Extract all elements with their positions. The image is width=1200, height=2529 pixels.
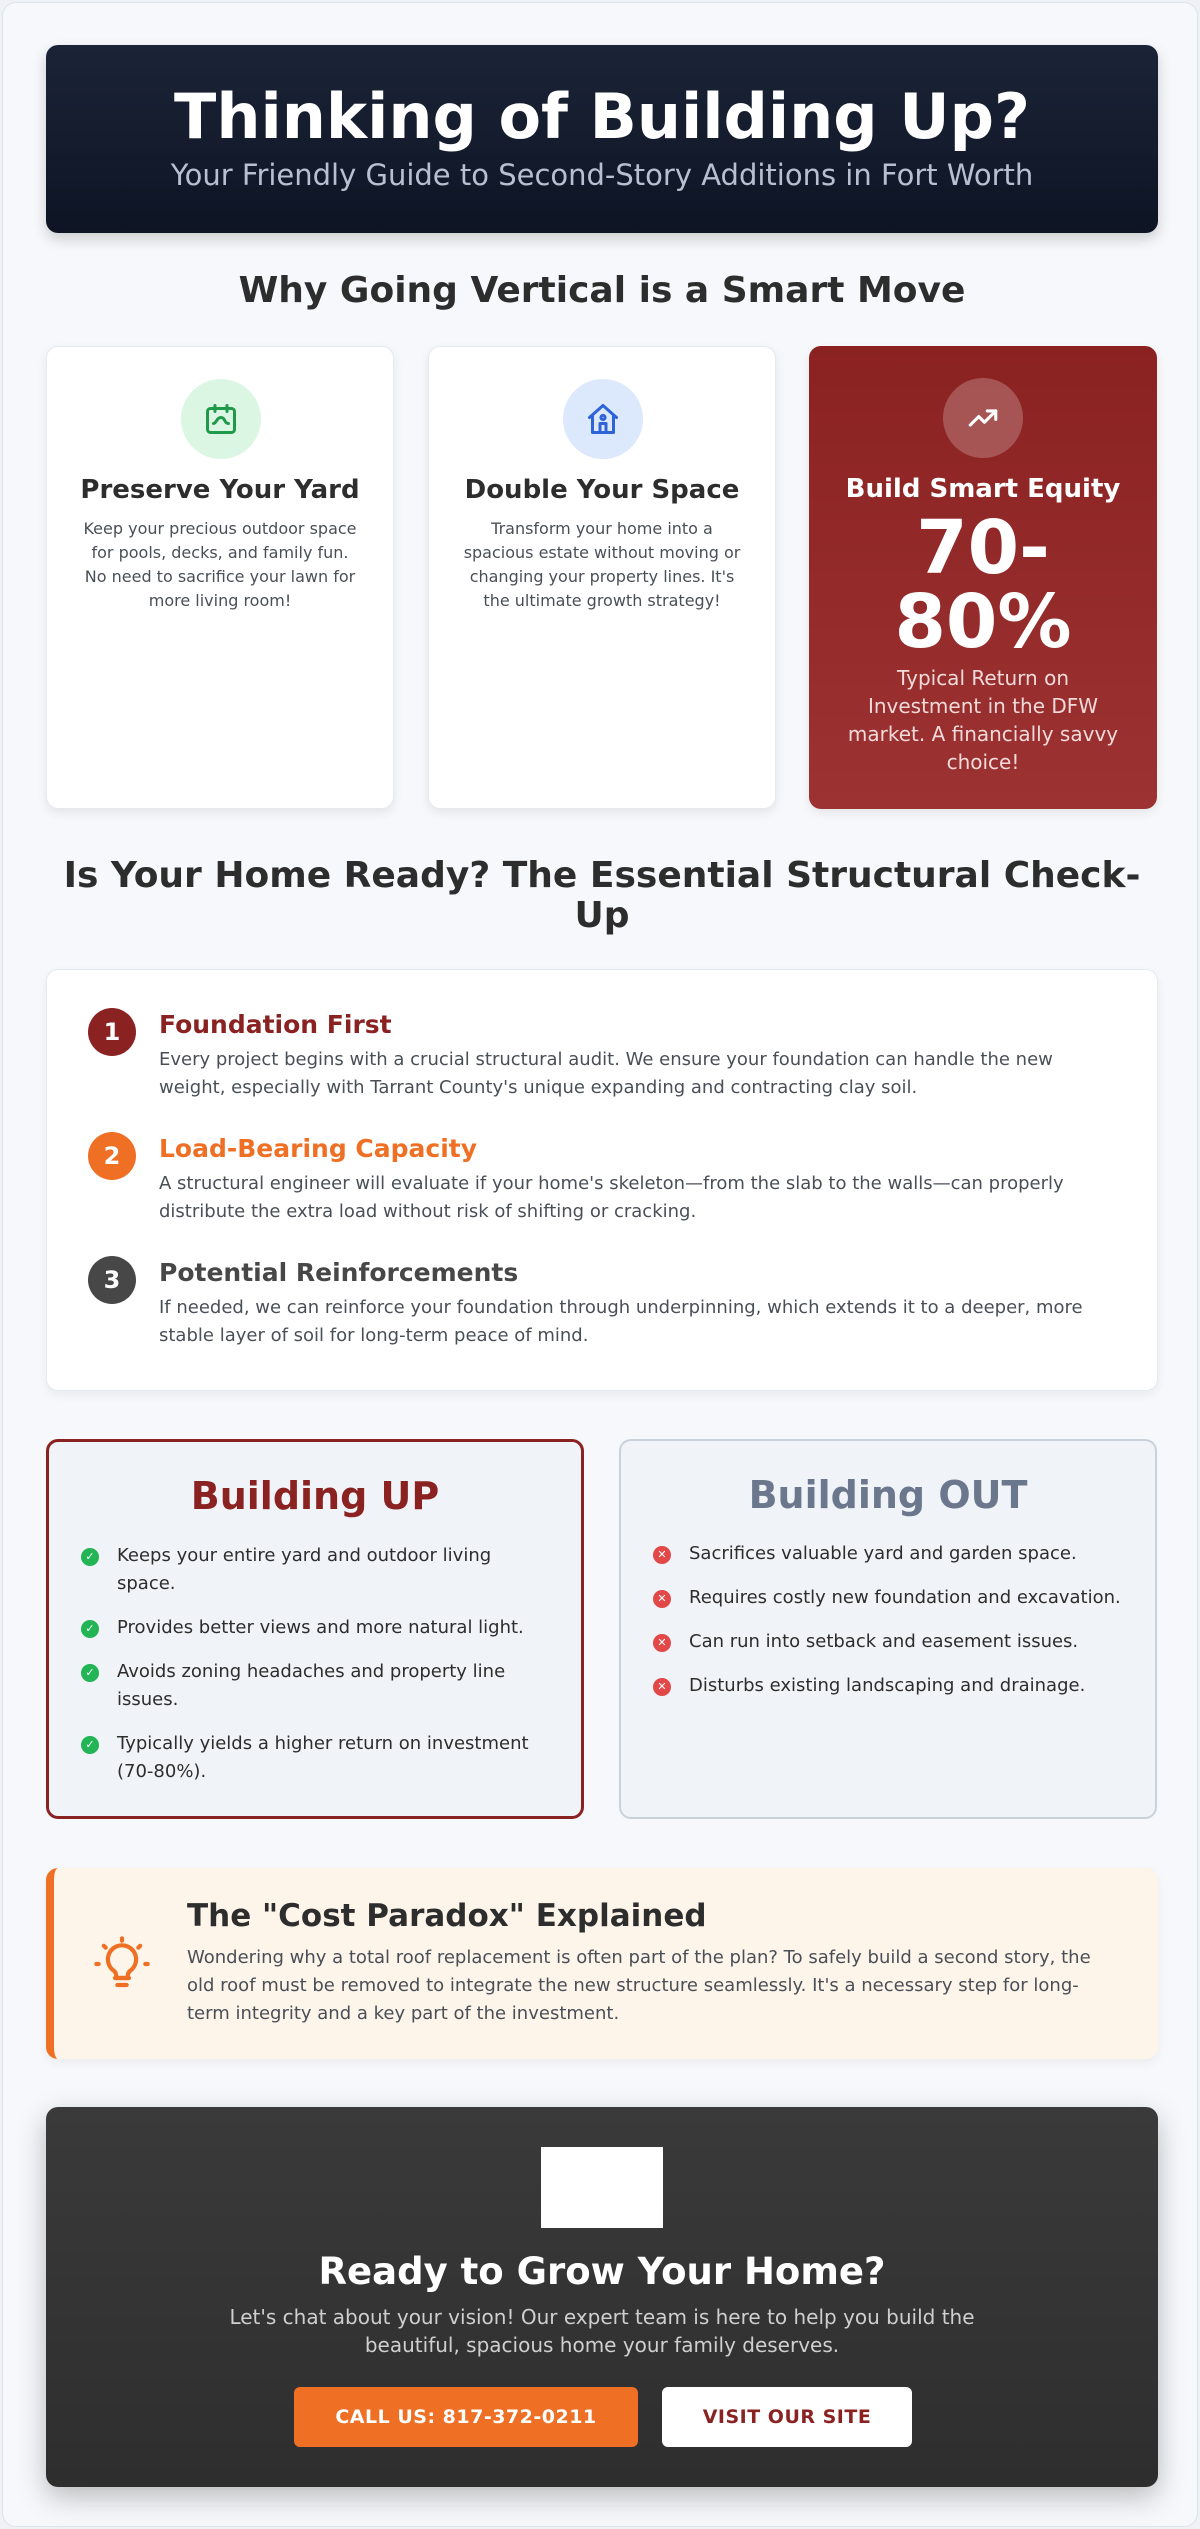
check-icon: ✓ [81, 1620, 99, 1638]
cost-paradox-callout [46, 1868, 1158, 2059]
lightbulb-icon [94, 1936, 150, 1996]
yard-icon [181, 379, 261, 459]
list-item: ✓ Keeps your entire yard and outdoor living space. [81, 1542, 551, 1598]
compare-building-out [619, 1439, 1157, 1819]
check-icon: ✓ [81, 1736, 99, 1754]
step-title: Load-Bearing Capacity [159, 1134, 478, 1163]
why-section-title: Why Going Vertical is a Smart Move [238, 270, 966, 311]
list-item: ✓ Avoids zoning headaches and property line issues. [81, 1658, 551, 1714]
checkup-step [47, 1218, 1157, 1346]
page [2, 2, 1198, 2527]
compare-building-up [46, 1439, 584, 1819]
cons-list [653, 1540, 1125, 1716]
x-icon: ✕ [653, 1590, 671, 1608]
cta-title: Ready to Grow Your Home? [318, 2250, 886, 2293]
x-icon: ✕ [653, 1678, 671, 1696]
hero-subtitle: Your Friendly Guide to Second-Story Additions in Fort Worth [170, 158, 1034, 192]
list-item: ✓ Provides better views and more natural light. [81, 1614, 551, 1642]
list-item: ✕ Requires costly new foundation and excavation. [653, 1584, 1125, 1612]
benefit-card-title: Build Smart Equity [845, 474, 1121, 504]
compare-title: Building UP [190, 1474, 440, 1518]
checkup-panel [46, 969, 1158, 1391]
x-icon: ✕ [653, 1634, 671, 1652]
house-icon [563, 379, 643, 459]
step-text: Every project begins with a crucial structural audit. We ensure your foundation can handle the new weight, especially with Tarrant County's unique expanding and contracting clay soil. [159, 1049, 1053, 1098]
callout-text: Wondering why a total roof replacement is often part of the plan? To safely build a second story, the old roof must be removed to integrate the new structure seamlessly. It's a necessary step for long-term integrity and a key part of the investment. [187, 1947, 1091, 2024]
cta-text: Let's chat about your vision! Our expert team is here to help you build the beautiful, spacious home your family deserves. [229, 2305, 975, 2357]
step-title: Potential Reinforcements [159, 1258, 519, 1287]
roi-figure: 70- 80% [894, 505, 1072, 665]
benefit-card-equity [809, 346, 1157, 809]
benefit-card-yard [46, 346, 394, 809]
compare-title: Building OUT [748, 1473, 1028, 1517]
list-item: ✕ Disturbs existing landscaping and drainage. [653, 1672, 1125, 1700]
benefit-card-title: Preserve Your Yard [80, 475, 360, 505]
step-number-badge: 1 [88, 1008, 136, 1056]
benefit-card-text: Keep your precious outdoor space for pools, decks, and family fun. No need to sacrifice your lawn for more living room! [83, 519, 357, 610]
benefit-card-text: Typical Return on Investment in the DFW market. A financially savvy choice! [847, 666, 1119, 774]
hero-banner [46, 45, 1158, 233]
list-item: ✕ Can run into setback and easement issues. [653, 1628, 1125, 1656]
list-item: ✓ Typically yields a higher return on investment (70-80%). [81, 1730, 551, 1786]
list-item: ✕ Sacrifices valuable yard and garden space. [653, 1540, 1125, 1568]
visit-site-button[interactable]: VISIT OUR SITE [662, 2387, 912, 2447]
hero-title: Thinking of Building Up? [174, 80, 1030, 153]
step-number-badge: 2 [88, 1132, 136, 1180]
logo-placeholder [541, 2147, 663, 2228]
step-number-badge: 3 [88, 1256, 136, 1304]
call-us-button[interactable]: CALL US: 817-372-0211 [294, 2387, 638, 2447]
x-icon: ✕ [653, 1546, 671, 1564]
pros-list [81, 1542, 551, 1802]
trend-up-icon [943, 378, 1023, 458]
step-text: If needed, we can reinforce your foundation through underpinning, which extends it to a deeper, more stable layer of soil for long-term peace of mind. [159, 1297, 1083, 1346]
check-icon: ✓ [81, 1664, 99, 1682]
benefit-card-text: Transform your home into a spacious estate without moving or changing your property lines. It's the ultimate growth strategy! [463, 519, 741, 610]
check-icon: ✓ [81, 1548, 99, 1566]
callout-title: The "Cost Paradox" Explained [187, 1898, 707, 1934]
step-title: Foundation First [159, 1010, 392, 1039]
benefit-card-title: Double Your Space [464, 475, 740, 505]
checkup-step [47, 1094, 1157, 1222]
checkup-section-title: Is Your Home Ready? The Essential Structural Check- Up [63, 855, 1141, 937]
step-text: A structural engineer will evaluate if your home's skeleton—from the slab to the walls—can properly distribute the extra load without risk of shifting or cracking. [159, 1173, 1064, 1222]
checkup-step [47, 970, 1157, 1098]
cta-section [46, 2107, 1158, 2487]
benefit-card-space [428, 346, 776, 809]
